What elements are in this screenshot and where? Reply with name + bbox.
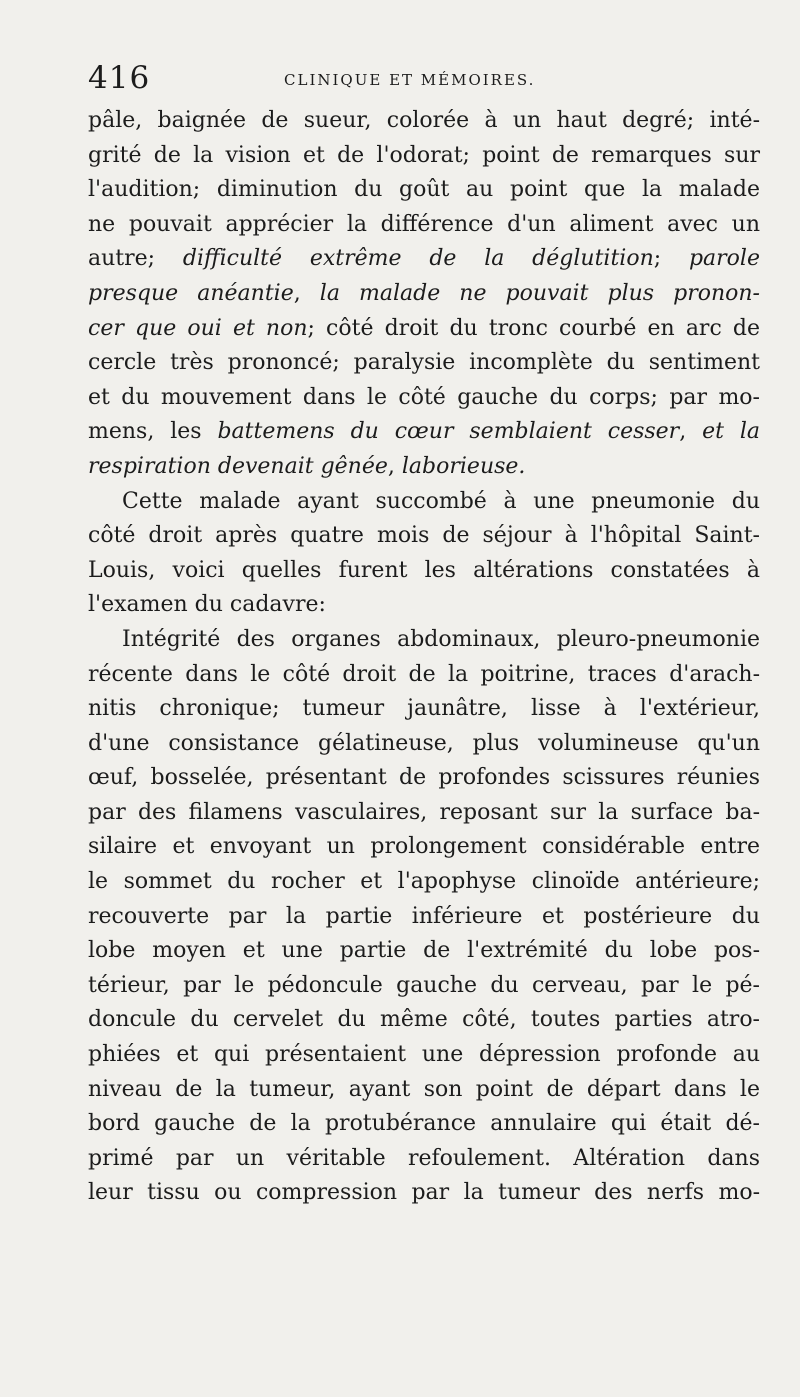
text-run: mens, les (88, 419, 218, 445)
text-line (88, 1003, 760, 1038)
text-run: phiées et qui présentaient une dépression profonde au (88, 1042, 760, 1068)
text-line (88, 415, 760, 450)
text-line (88, 104, 760, 139)
page-number: 416 (88, 60, 151, 96)
text-run: silaire et envoyant un prolongement considérable entre (88, 834, 760, 860)
text-run: , (679, 419, 703, 445)
text-run: œuf, bosselée, présentant de profondes scissures réunies (88, 765, 760, 791)
text-run: cercle très prononcé; paralysie incomplète du sentiment (88, 350, 760, 376)
text-line (88, 658, 760, 693)
text-line (88, 830, 760, 865)
text-run: Intégrité des organes abdominaux, pleuro-pneumonie (122, 626, 760, 652)
text-line (88, 312, 760, 347)
italic-text: difficulté extrême de la déglutition (182, 246, 654, 272)
text-line (88, 934, 760, 969)
running-title: CLINIQUE ET MÉMOIRES. (284, 71, 536, 89)
text-line (88, 727, 760, 762)
text-line (88, 242, 760, 277)
text-run: l'audition; diminution du goût au point que la malade (88, 177, 760, 203)
text-run: par des filamens vasculaires, reposant sur la surface ba- (88, 799, 760, 825)
text-run: grité de la vision et de l'odorat; point de remarques sur (88, 142, 760, 168)
text-run: bord gauche de la protubérance annulaire qui était dé- (88, 1111, 760, 1137)
text-line (88, 1142, 760, 1177)
text-line (88, 796, 760, 831)
text-run: côté droit après quatre mois de séjour à l'hôpital Saint- (88, 523, 760, 549)
text-line (88, 969, 760, 1004)
text-run: et du mouvement dans le côté gauche du corps; par mo- (88, 384, 760, 410)
text-line (88, 900, 760, 935)
text-line (88, 1073, 760, 1108)
text-run: , (293, 280, 320, 306)
text-line (88, 173, 760, 208)
text-run: , (387, 453, 402, 479)
text-run: nitis chronique; tumeur jaunâtre, lisse à l'extérieur, (88, 696, 760, 722)
text-line (88, 1176, 760, 1211)
text-line (88, 139, 760, 174)
italic-text: presque anéantie (88, 280, 294, 306)
text-line (88, 1107, 760, 1142)
text-line (88, 761, 760, 796)
text-run: d'une consistance gélatineuse, plus volumineuse qu'un (88, 730, 760, 756)
text-run: ; (653, 246, 689, 272)
text-line (88, 277, 760, 312)
text-line (88, 623, 760, 658)
text-run: le sommet du rocher et l'apophyse clinoïde antérieure; (88, 869, 760, 895)
text-line (88, 450, 760, 485)
text-line (88, 485, 760, 520)
text-line (88, 381, 760, 416)
body-text (88, 104, 760, 1211)
text-run: l'examen du cadavre: (88, 592, 326, 618)
text-run: ne pouvait apprécier la différence d'un aliment avec un (88, 211, 760, 237)
text-run: recouverte par la partie inférieure et postérieure du (88, 903, 760, 929)
text-run: pâle, baignée de sueur, colorée à un haut degré; inté- (88, 108, 760, 133)
text-line (88, 865, 760, 900)
text-line (88, 554, 760, 589)
text-line (88, 208, 760, 243)
text-run: doncule du cervelet du même côté, toutes parties atro- (88, 1007, 760, 1033)
text-run: primé par un véritable refoulement. Altération dans (88, 1145, 760, 1171)
text-line (88, 692, 760, 727)
text-run: niveau de la tumeur, ayant son point de départ dans le (88, 1076, 760, 1102)
text-run: Louis, voici quelles furent les altérations constatées à (88, 557, 760, 583)
text-line (88, 588, 760, 623)
text-run: récente dans le côté droit de la poitrine, traces d'arach- (88, 661, 760, 687)
text-line (88, 346, 760, 381)
text-line (88, 519, 760, 554)
italic-text: parole (688, 246, 760, 272)
text-run: térieur, par le pédoncule gauche du cerveau, par le pé- (88, 972, 760, 998)
italic-text: et la (702, 419, 760, 445)
italic-text: cer que oui et non (88, 315, 308, 341)
italic-text: laborieuse. (401, 453, 526, 479)
text-run: leur tissu ou compression par la tumeur des nerfs mo- (88, 1180, 760, 1206)
italic-text: battemens du cœur semblaient cesser (217, 419, 680, 445)
text-line (88, 1038, 760, 1073)
text-run: lobe moyen et une partie de l'extrémité du lobe pos- (88, 938, 760, 964)
text-run: autre; (88, 246, 183, 272)
page-header (88, 60, 760, 100)
italic-text: respiration devenait gênée (88, 453, 388, 479)
italic-text: la malade ne pouvait plus pronon- (319, 280, 760, 306)
text-run: ; côté droit du tronc courbé en arc de (307, 315, 760, 341)
text-run: Cette malade ayant succombé à une pneumonie du (122, 488, 760, 514)
